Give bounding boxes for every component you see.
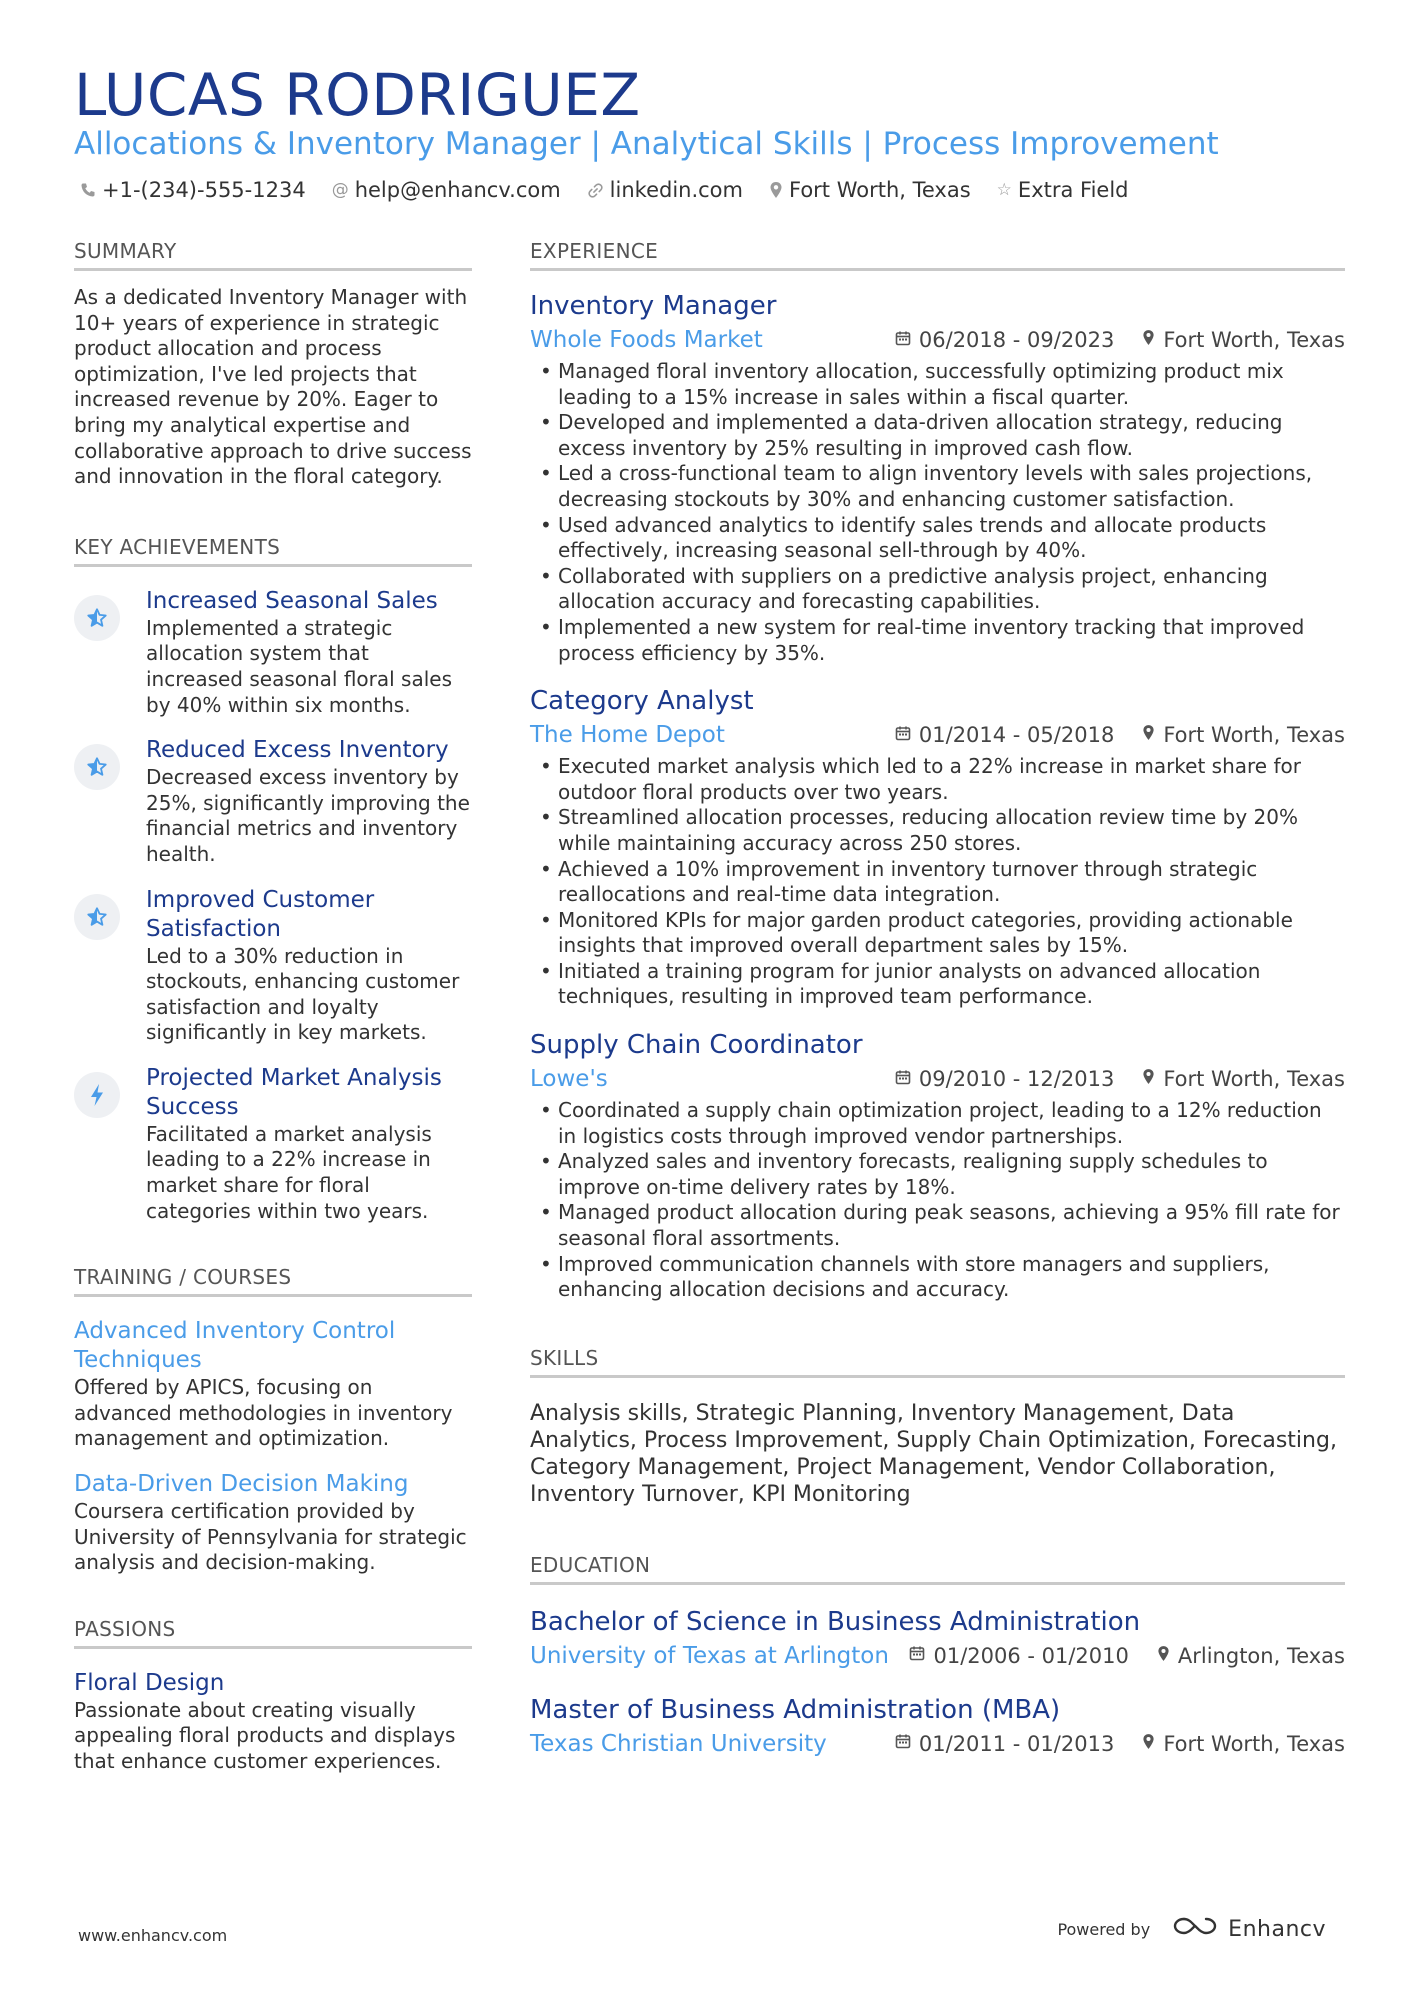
star-icon: [74, 894, 120, 940]
achievement-title: Increased Seasonal Sales: [146, 587, 438, 614]
achievement-text: Facilitated a market analysis leading to a 22% increase in market share for floral categories within two years.: [146, 1121, 432, 1223]
achievement-item: [74, 886, 472, 1046]
course-title: Advanced Inventory Control Techniques: [74, 1318, 396, 1374]
star-icon: ☆: [996, 180, 1012, 200]
job-bullet: • Used advanced analytics to identify sales trends and allocate products effectively, increasing seasonal sell-through by 40%.: [530, 513, 1345, 564]
location-icon: [1142, 1733, 1155, 1755]
section-title: PASSIONS: [74, 1616, 472, 1649]
infinity-icon: [1172, 1914, 1218, 1944]
location-icon: [1157, 1645, 1170, 1667]
job-bullet: • Led a cross-functional team to align inventory levels with sales projections, decreasing stockouts by 30% and enhancing customer satisfaction.: [530, 461, 1345, 512]
job-title: Category Analyst: [530, 686, 754, 717]
summary-text: As a dedicated Inventory Manager with 10+ years of experience in strategic product allocation and process optimization, I've led projects that increased revenue by 20%. Eager to bring my analytical expertise and collaborative approach to drive success and innovation in the floral category.: [74, 285, 472, 489]
job-dates-text: 01/2014 - 05/2018: [918, 723, 1115, 748]
footer-website[interactable]: www.enhancv.com: [78, 1926, 228, 1945]
education-dates-text: 01/2011 - 01/2013: [918, 1731, 1115, 1756]
job-location: [1142, 1067, 1345, 1091]
job-bullet: • Managed floral inventory allocation, successfully optimizing product mix leading to a 15% increase in sales within a fiscal quarter.: [530, 359, 1345, 410]
job-dates: [895, 328, 1114, 352]
section-title: KEY ACHIEVEMENTS: [74, 534, 472, 567]
job-bullet: • Initiated a training program for junior analysts on advanced allocation techniques, resulting in improved team performance.: [530, 959, 1345, 1010]
job-dates-text: 09/2010 - 12/2013: [918, 1067, 1115, 1092]
link-icon: [587, 182, 604, 199]
achievement-title: Improved Customer Satisfaction: [146, 886, 375, 942]
job-bullet: • Analyzed sales and inventory forecasts, realigning supply schedules to improve on-time delivery rates by 18%.: [530, 1149, 1345, 1200]
course-title: Data-Driven Decision Making: [74, 1471, 409, 1498]
job-title: Inventory Manager: [530, 291, 777, 321]
job-location: [1142, 328, 1345, 352]
course-text: Coursera certification provided by University of Pennsylvania for strategic analysis and decision-making.: [74, 1499, 467, 1575]
job-location-text: Fort Worth, Texas: [1163, 1067, 1345, 1092]
education-dates-text: 01/2006 - 01/2010: [933, 1643, 1129, 1668]
star-icon: [74, 744, 120, 790]
candidate-name: LUCAS RODRIGUEZ: [74, 61, 641, 129]
achievement-title: Projected Market Analysis Success: [146, 1064, 442, 1120]
achievement-title: Reduced Excess Inventory: [146, 737, 449, 764]
star-icon: [74, 595, 120, 641]
job-entry: [530, 289, 1345, 666]
job-entry: [530, 1028, 1345, 1303]
right-column: [530, 238, 1345, 1759]
achievement-text: Decreased excess inventory by 25%, significantly improving the financial metrics and inventory health.: [146, 765, 470, 866]
job-location-text: Fort Worth, Texas: [1163, 328, 1345, 352]
calendar-icon: [895, 330, 911, 351]
contact-extra: [997, 178, 1129, 202]
contact-email[interactable]: [332, 178, 561, 202]
location-icon: [1142, 329, 1155, 351]
achievement-text: Implemented a strategic allocation system that increased seasonal floral sales by 40% within six months.: [146, 615, 453, 717]
contact-location: [769, 178, 971, 202]
job-bullets: [530, 359, 1345, 666]
passion-text: Passionate about creating visually appealing floral products and displays that enhance customer experiences.: [74, 1697, 456, 1773]
brand-name: Enhancv: [1228, 1916, 1326, 1942]
section-title: TRAINING / COURSES: [74, 1264, 472, 1297]
job-title: Supply Chain Coordinator: [530, 1030, 863, 1061]
achievement-item: [74, 587, 472, 718]
job-bullet: • Monitored KPIs for major garden product categories, providing actionable insights that improved overall department sales by 15%.: [530, 908, 1345, 959]
job-bullet: • Coordinated a supply chain optimization project, leading to a 12% reduction in logistics costs through improved vendor partnerships.: [530, 1098, 1345, 1149]
skills-section: [530, 1345, 1345, 1508]
job-dates: [895, 723, 1114, 747]
passions-section: [74, 1616, 472, 1775]
job-bullets: [530, 754, 1345, 1010]
section-title: EDUCATION: [530, 1552, 1345, 1585]
contact-email-text: help@enhancv.com: [354, 178, 561, 202]
contact-extra-text: Extra Field: [1017, 178, 1129, 202]
education-dates: [909, 1644, 1128, 1668]
enhancv-logo[interactable]: [1172, 1914, 1326, 1944]
education-entry: [530, 1693, 1345, 1759]
job-bullet: • Developed and implemented a data-driven allocation strategy, reducing excess inventory by 25% resulting in improved cash flow.: [530, 410, 1345, 461]
company-name: Lowe's: [530, 1066, 608, 1093]
contact-linkedin-text: linkedin.com: [609, 178, 743, 202]
company-name: The Home Depot: [530, 722, 725, 749]
achievement-text: Led to a 30% reduction in stockouts, enhancing customer satisfaction and loyalty significantly in key markets.: [146, 943, 460, 1045]
education-location-text: Fort Worth, Texas: [1163, 1731, 1345, 1756]
training-section: [74, 1264, 472, 1576]
job-bullet: • Implemented a new system for real-time inventory tracking that improved process efficiency by 35%.: [530, 615, 1345, 666]
calendar-icon: [909, 1645, 925, 1666]
course-text: Offered by APICS, focusing on advanced methodologies in inventory management and optimization.: [74, 1375, 453, 1451]
section-title: EXPERIENCE: [530, 238, 1345, 271]
education-location-text: Arlington, Texas: [1177, 1643, 1345, 1668]
candidate-tagline: Allocations & Inventory Manager | Analytical Skills | Process Improvement: [74, 126, 1219, 162]
achievement-item: [74, 736, 472, 867]
contact-linkedin[interactable]: [587, 178, 743, 202]
section-title: SUMMARY: [74, 238, 472, 271]
calendar-icon: [895, 1733, 911, 1754]
education-dates: [895, 1732, 1114, 1756]
education-location: [1157, 1644, 1345, 1668]
job-dates: [895, 1067, 1114, 1091]
education-location: [1142, 1732, 1345, 1756]
achievement-item: [74, 1064, 472, 1224]
contact-phone[interactable]: [80, 178, 306, 202]
job-bullets: [530, 1098, 1345, 1303]
contact-bar: [80, 178, 1129, 202]
job-bullet: • Executed market analysis which led to a 22% increase in market share for outdoor floral products over two years.: [530, 754, 1345, 805]
at-icon: @: [331, 180, 349, 200]
location-icon: [1142, 724, 1155, 746]
section-title: SKILLS: [530, 1345, 1345, 1378]
company-name: Whole Foods Market: [530, 327, 763, 353]
phone-icon: [80, 182, 96, 198]
education-entry: [530, 1605, 1345, 1671]
job-bullet: • Improved communication channels with store managers and suppliers, enhancing allocation decisions and accuracy.: [530, 1252, 1345, 1303]
location-icon: [769, 181, 783, 199]
calendar-icon: [895, 1069, 911, 1090]
location-icon: [1142, 1068, 1155, 1090]
school-name: University of Texas at Arlington: [530, 1642, 889, 1669]
passion-title: Floral Design: [74, 1669, 225, 1696]
achievements-section: [74, 534, 472, 1225]
job-entry: [530, 684, 1345, 1010]
job-location-text: Fort Worth, Texas: [1163, 723, 1345, 748]
contact-phone-text: +1-(234)-555-1234: [102, 178, 306, 202]
job-bullet: • Collaborated with suppliers on a predictive analysis project, enhancing allocation accuracy and forecasting capabilities.: [530, 564, 1345, 615]
job-bullet: • Achieved a 10% improvement in inventory turnover through strategic reallocations and real-time data integration.: [530, 857, 1345, 908]
powered-by-label: Powered by: [1057, 1919, 1151, 1939]
left-column: [74, 238, 472, 1775]
footer-branding: [1057, 1914, 1326, 1944]
job-dates-text: 06/2018 - 09/2023: [918, 328, 1115, 352]
contact-location-text: Fort Worth, Texas: [788, 178, 971, 202]
experience-section: [530, 238, 1345, 1303]
skills-text: Analysis skills, Strategic Planning, Inventory Management, Data Analytics, Process Improvement, Supply Chain Optimization, Forecasting, Category Management, Project Management, Vendor Collaboration, Inventory Turnover, KPI Monitoring: [530, 1400, 1337, 1507]
bolt-icon: [74, 1072, 120, 1118]
education-section: [530, 1552, 1345, 1759]
job-bullet: • Managed product allocation during peak seasons, achieving a 95% fill rate for seasonal floral assortments.: [530, 1200, 1345, 1251]
degree-title: Master of Business Administration (MBA): [530, 1694, 1061, 1725]
degree-title: Bachelor of Science in Business Administration: [530, 1606, 1141, 1637]
calendar-icon: [895, 725, 911, 746]
summary-section: [74, 238, 472, 490]
school-name: Texas Christian University: [530, 1730, 827, 1757]
job-location: [1142, 723, 1345, 747]
job-bullet: • Streamlined allocation processes, reducing allocation review time by 20% while maintaining accuracy across 250 stores.: [530, 805, 1345, 856]
